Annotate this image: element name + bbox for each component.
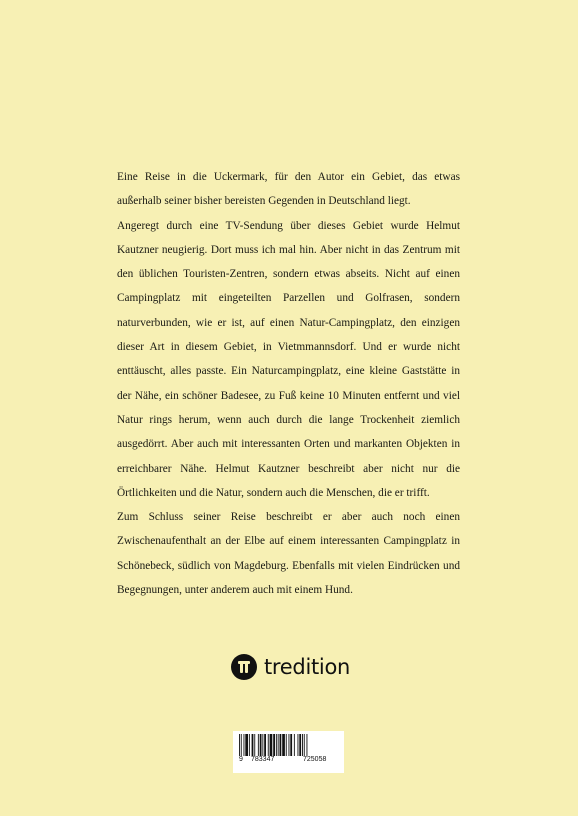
barcode-prefix: 9 [239, 756, 243, 763]
barcode-bars [239, 734, 339, 756]
barcode-bar [282, 734, 285, 756]
barcode-bar [262, 734, 263, 756]
barcode-bar [304, 734, 305, 756]
barcode-bar [258, 734, 259, 756]
barcode-bar [280, 734, 282, 756]
barcode-bar [245, 734, 248, 756]
barcode-bar [276, 734, 277, 756]
barcode-bar [289, 734, 290, 756]
tredition-logo-icon [231, 654, 257, 680]
barcode-group-1: 783347 [251, 756, 275, 763]
barcode-bar [299, 734, 301, 756]
barcode-bar [286, 734, 287, 756]
publisher-logo [231, 654, 350, 680]
isbn-barcode [233, 731, 344, 773]
blurb-paragraph-3: Zum Schluss seiner Reise beschreibt er aber auch noch einen Zwischenaufenthalt an der Elbe auf einem interessanten Campingplatz in Schönebeck, südlich von Magdeburg. Ebenfalls mit vielen Eindrücken und Begegnungen, unter anderem auch mit einem Hund. [117, 511, 460, 597]
barcode-bar [290, 734, 292, 756]
blurb-paragraph-1: Eine Reise in die Uckermark, für den Autor ein Gebiet, das etwas außerhalb seiner bisher bereisten Gegenden in Deutschland liegt. [117, 171, 460, 208]
barcode-bar [252, 734, 254, 756]
barcode-bar [260, 734, 262, 756]
barcode-bar [298, 734, 299, 756]
barcode-bar [268, 734, 269, 756]
barcode-group-2: 725058 [303, 756, 327, 763]
barcode-bar [264, 734, 266, 756]
publisher-name: tredition [264, 655, 351, 679]
barcode-bar [249, 734, 250, 756]
barcode-bar [270, 734, 273, 756]
barcode-bar [244, 734, 245, 756]
barcode-bar [273, 734, 275, 756]
barcode-bar [239, 734, 240, 756]
barcode-bar [241, 734, 242, 756]
back-cover-blurb [117, 165, 460, 602]
barcode-bar [307, 734, 308, 756]
barcode-bar [254, 734, 255, 756]
barcode-bar [302, 734, 303, 756]
blurb-paragraph-2: Angeregt durch eine TV-Sendung über dieses Gebiet wurde Helmut Kautzner neugierig. Dort muss ich mal hin. Aber nicht in das Zentrum mit den üblichen Touristen-Zentren, sondern etwas abseits. Nicht auf einen Campingplatz mit eingeteilten Parzellen und Golfrasen, sondern naturverbunden, wie er ist, auf einen Natur-Campingplatz, den einzigen dieser Art in diesem Gebiet, in Vietmmannsdorf. Und er wurde nicht enttäuscht, alles passte. Ein Naturcampingplatz, eine kleine Gaststätte in der Nähe, ein schöner Badesee, zu Fuß keine 10 Minuten entfernt und viel Natur rings herum, wenn auch durch die lange Trockenheit ziemlich ausgedörrt. Aber auch mit interessanten Orten und markanten Objekten in erreichbarer Nähe. Helmut Kautzner beschreibt aber nicht nur die Örtlichkeiten und die Natur, sondern auch die Menschen, die er trifft. [117, 219, 460, 499]
barcode-bar [294, 734, 295, 756]
barcode-bar [278, 734, 279, 756]
